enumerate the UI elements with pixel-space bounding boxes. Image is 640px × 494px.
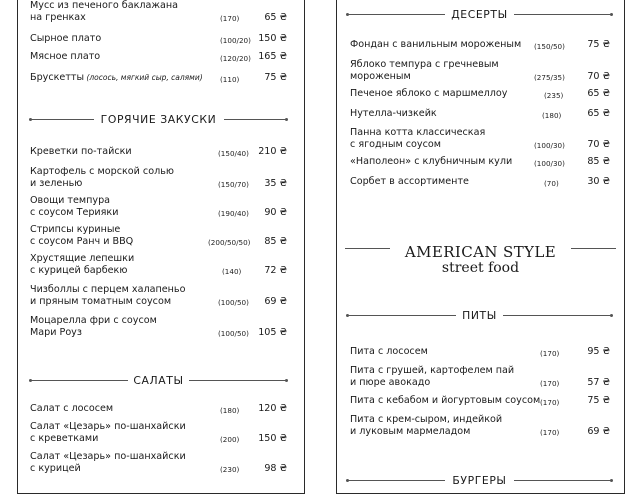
item-weight: (100/20) (220, 35, 251, 45)
item-name (30, 315, 157, 338)
section-title: ГОРЯЧИЕ ЗАКУСКИ (100, 113, 217, 126)
brand-subtitle: street food (441, 260, 520, 276)
item-name (30, 51, 100, 63)
item-weight: (230) (220, 465, 240, 474)
brand-block (336, 243, 625, 275)
item-weight: (100/50) (218, 329, 249, 338)
item-name (350, 108, 437, 120)
item-name (30, 0, 178, 23)
item-price: 95 ₴ (587, 346, 610, 357)
item-name-line: Овощи темпура (30, 195, 111, 206)
menu-item (30, 451, 287, 474)
item-name-line: с курицей барбекю (30, 264, 128, 276)
menu-item (350, 108, 610, 120)
item-name-line: Картофель с морской солью (30, 166, 174, 177)
menu-item (350, 414, 610, 437)
menu-item (350, 59, 610, 82)
item-price: 90 ₴ (264, 206, 287, 218)
item-weight: (150/50) (534, 41, 565, 51)
menu-item (350, 127, 610, 150)
menu-item (30, 72, 287, 84)
section-title: БУРГЕРЫ (452, 474, 507, 487)
item-name-line: Мусс из печеного баклажана (30, 0, 179, 11)
item-price: 69 ₴ (264, 295, 287, 307)
section-rule-right (503, 315, 612, 316)
menu-item (350, 365, 610, 388)
item-weight: (180) (542, 110, 562, 120)
item-price: 120 ₴ (258, 403, 287, 414)
item-name-line: Печеное яблоко с маршмеллоу (350, 88, 508, 99)
item-price: 57 ₴ (587, 376, 610, 388)
item-price: 70 ₴ (587, 138, 610, 150)
menu-item (30, 166, 287, 189)
section-header (30, 374, 287, 388)
item-name (30, 33, 101, 45)
item-name (30, 284, 185, 307)
item-name-line: Пита с лососем (350, 346, 428, 357)
item-name (350, 127, 485, 150)
item-price: 69 ₴ (587, 425, 610, 437)
item-name (30, 451, 186, 474)
item-name-line: с ягодным соусом (350, 138, 441, 150)
menu-item (30, 0, 287, 23)
item-name-line: Брускетты (лосось, мягкий сыр, салями) (30, 72, 203, 83)
item-name-line: Креветки по-тайски (30, 146, 132, 157)
item-name-line: с соусом Ранч и BBQ (30, 235, 134, 247)
item-price: 70 ₴ (587, 70, 610, 82)
item-weight: (170) (220, 14, 240, 23)
section-rule-right (224, 119, 288, 120)
item-name-line: Фондан с ванильным мороженым (350, 39, 522, 50)
item-name-line: Яблоко темпура с гречневым (350, 59, 499, 70)
item-name-line: Мясное плато (30, 51, 101, 62)
item-name-line: Салат с лососем (30, 403, 114, 414)
menu-item (30, 421, 287, 444)
item-name (30, 224, 133, 247)
item-weight: (235) (544, 90, 564, 100)
item-name-line: Стрипсы куриные (30, 224, 121, 235)
item-price: 30 ₴ (587, 176, 610, 187)
item-name (30, 166, 174, 189)
item-name-line: «Наполеон» с клубничным кули (350, 156, 513, 167)
menu-item (350, 156, 610, 168)
menu-item (30, 51, 287, 63)
section-rule-right (514, 480, 612, 481)
item-name-line: Чизболлы с перцем халапеньо (30, 284, 186, 295)
item-name-line: Пита с кебабом и йогуртовым соусом (350, 395, 541, 406)
menu-item (30, 284, 287, 307)
menu-item (30, 224, 287, 247)
item-price: 65 ₴ (587, 88, 610, 99)
item-weight: (190/40) (218, 209, 249, 218)
section-rule-right (189, 380, 287, 381)
item-price: 65 ₴ (264, 11, 287, 23)
section-title: САЛАТЫ (133, 374, 184, 387)
item-name-line: Пита с грушей, картофелем пай (350, 365, 515, 376)
item-name-line: и луковым мармеладом (350, 425, 471, 437)
menu-item (350, 39, 610, 51)
item-price: 35 ₴ (264, 177, 287, 189)
item-name-line: Пита с крем-сыром, индейкой (350, 414, 503, 425)
section-header (347, 309, 612, 323)
item-price: 75 ₴ (264, 72, 287, 83)
item-price: 165 ₴ (258, 51, 287, 62)
item-name-line: и пряным томатным соусом (30, 295, 172, 307)
item-weight: (200) (220, 435, 240, 444)
section-header (30, 113, 287, 127)
item-weight: (200/50/50) (208, 238, 251, 247)
item-name (30, 195, 118, 218)
item-price: 150 ₴ (258, 33, 287, 44)
item-name (350, 39, 521, 51)
item-name-line: с соусом Терияки (30, 206, 119, 218)
item-name-line: мороженым (350, 70, 411, 82)
item-name (350, 395, 540, 407)
item-price: 150 ₴ (258, 432, 287, 444)
item-name-line: Хрустящие лепешки (30, 253, 135, 264)
item-name (350, 346, 428, 358)
item-price: 210 ₴ (258, 146, 287, 157)
item-weight: (275/35) (534, 73, 565, 82)
brand-title: AMERICAN STYLE (404, 243, 557, 261)
item-weight: (170) (540, 428, 560, 437)
item-name (350, 88, 507, 100)
item-name (350, 365, 514, 388)
section-title: ДЕСЕРТЫ (451, 8, 508, 21)
item-weight: (180) (220, 405, 240, 415)
item-weight: (70) (544, 178, 559, 188)
menu-item (350, 346, 610, 358)
item-name-line: Салат «Цезарь» по-шанхайски (30, 421, 186, 432)
item-price: 85 ₴ (587, 156, 610, 167)
item-name-line: Сырное плато (30, 33, 102, 44)
item-name-line: Мари Роуз (30, 326, 82, 338)
menu-item (30, 146, 287, 158)
item-price: 75 ₴ (587, 39, 610, 50)
section-header (347, 474, 612, 488)
item-name-line: и пюре авокадо (350, 376, 431, 388)
menu-item (350, 176, 610, 188)
menu-item (350, 88, 610, 100)
item-subtitle: (лосось, мягкий сыр, салями) (84, 73, 203, 82)
item-price: 98 ₴ (264, 462, 287, 474)
item-name-line: Моцарелла фри с соусом (30, 315, 157, 326)
item-name (30, 421, 186, 444)
item-weight: (150/70) (218, 180, 249, 189)
menu-item (30, 195, 287, 218)
item-name-line: Сорбет в ассортименте (350, 176, 469, 187)
item-name (350, 176, 469, 188)
menu-item (30, 253, 287, 276)
item-weight: (150/40) (218, 148, 249, 158)
item-price: 72 ₴ (264, 264, 287, 276)
item-price: 85 ₴ (264, 235, 287, 247)
item-name (30, 403, 113, 415)
item-weight: (100/50) (218, 298, 249, 307)
item-name-line: с креветками (30, 432, 99, 444)
item-name (30, 72, 203, 84)
menu-item (30, 315, 287, 338)
item-price: 105 ₴ (258, 326, 287, 338)
section-rule-right (514, 14, 612, 15)
item-name-line: Панна котта классическая (350, 127, 486, 138)
item-weight: (100/30) (534, 141, 565, 150)
item-name-line: и зеленью (30, 177, 83, 189)
section-title: ПИТЫ (462, 309, 497, 322)
item-name (350, 156, 512, 168)
item-name-line: на гренках (30, 11, 86, 23)
item-name (350, 59, 499, 82)
menu-item (30, 33, 287, 45)
item-weight: (120/20) (220, 53, 251, 63)
item-name (30, 253, 134, 276)
item-weight: (100/30) (534, 158, 565, 168)
item-weight: (170) (540, 397, 560, 407)
section-header (347, 8, 612, 22)
item-weight: (140) (222, 267, 242, 276)
item-price: 75 ₴ (587, 395, 610, 406)
menu-item (30, 403, 287, 415)
item-name-line: Салат «Цезарь» по-шанхайски (30, 451, 186, 462)
item-weight: (170) (540, 348, 560, 358)
item-name (30, 146, 132, 158)
item-name-line: с курицей (30, 462, 81, 474)
item-weight: (110) (220, 74, 240, 84)
item-name (350, 414, 502, 437)
item-name-line: Нутелла-чизкейк (350, 108, 437, 119)
item-weight: (170) (540, 379, 560, 388)
menu-item (350, 395, 610, 407)
item-price: 65 ₴ (587, 108, 610, 119)
